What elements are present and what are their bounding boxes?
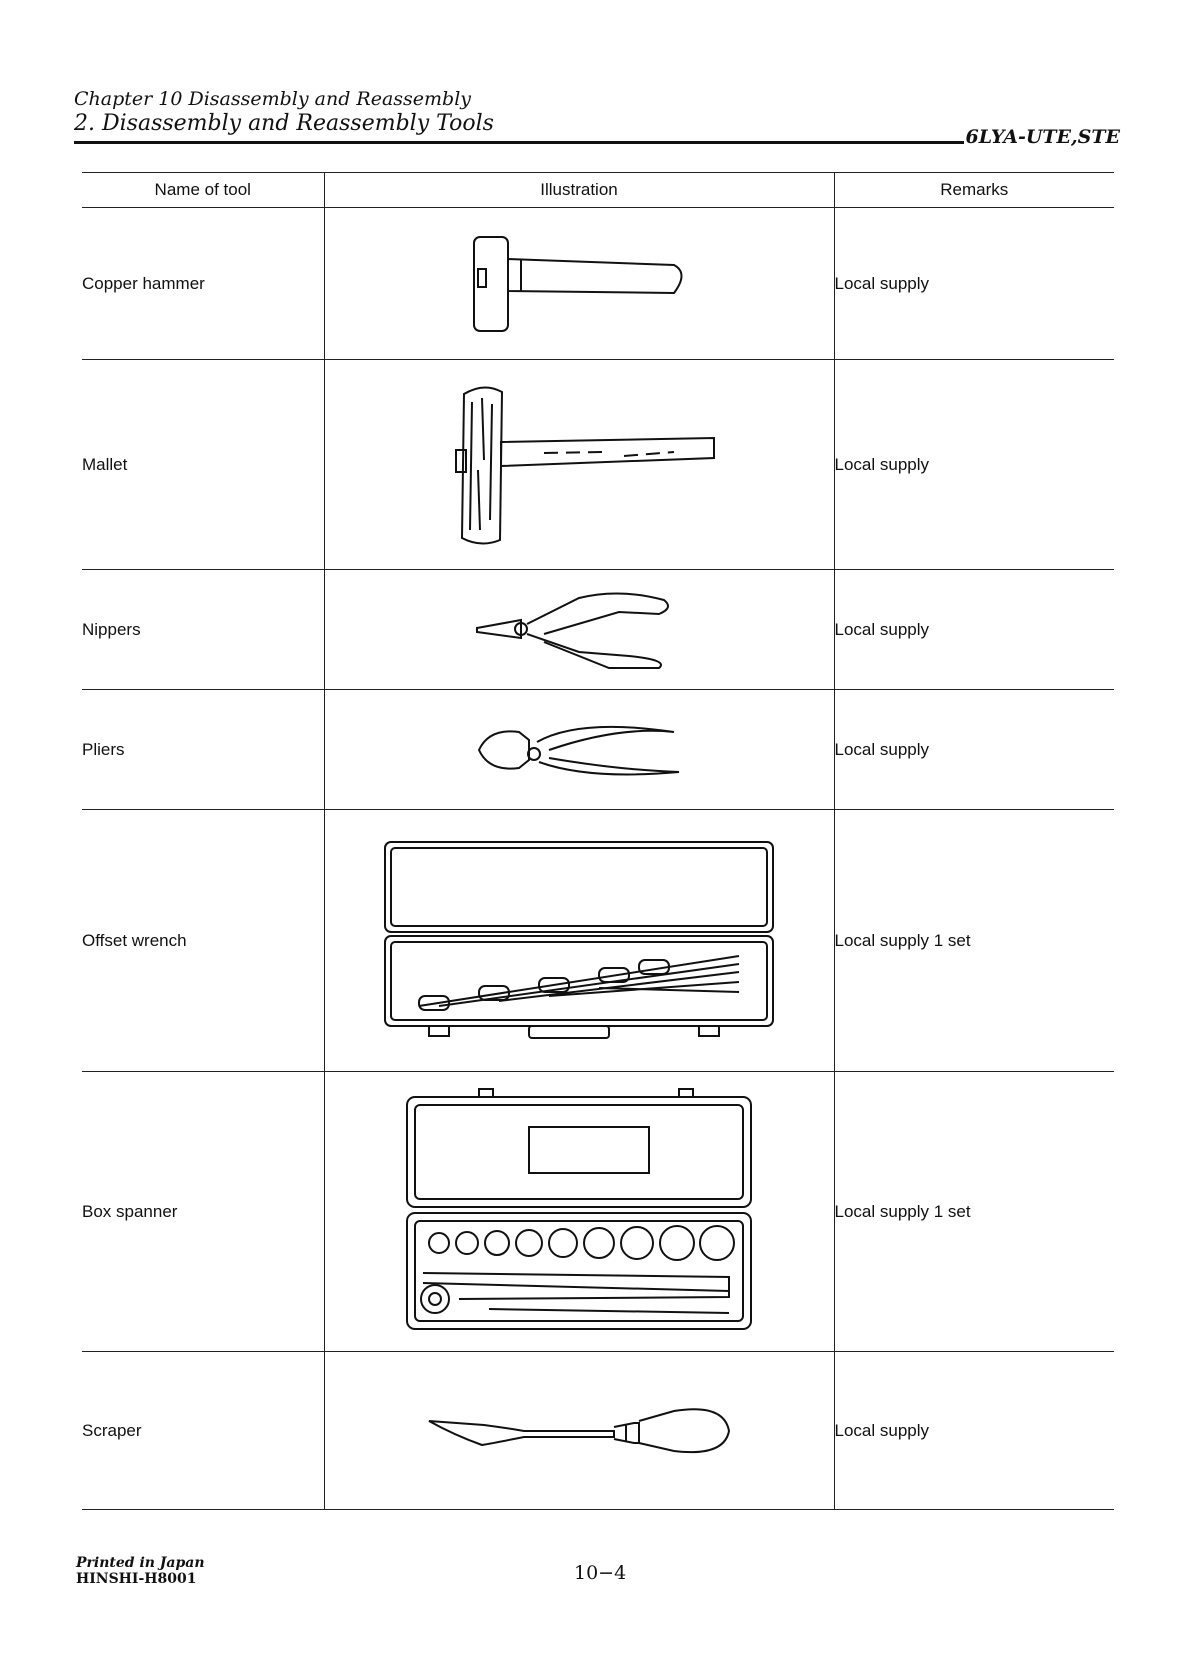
table-row (82, 360, 1114, 570)
mallet-icon (434, 380, 724, 550)
column-header-illustration: Illustration (324, 173, 834, 208)
table-row (82, 570, 1114, 690)
section-title: 2. Disassembly and Reassembly Tools (74, 111, 494, 136)
table-row (82, 690, 1114, 810)
tool-name: Mallet (82, 360, 324, 570)
column-header-name: Name of tool (82, 173, 324, 208)
box-spanner-set-icon (399, 1087, 759, 1337)
tool-name: Pliers (82, 690, 324, 810)
tool-remark: Local supply 1 set (834, 810, 1114, 1072)
tools-table (82, 172, 1114, 1510)
tool-remark: Local supply (834, 1352, 1114, 1510)
scraper-icon (424, 1401, 734, 1461)
column-header-remarks: Remarks (834, 173, 1114, 208)
table-row (82, 208, 1114, 360)
offset-wrench-set-icon (379, 836, 779, 1046)
printed-in-label: Printed in Japan (76, 1555, 205, 1571)
model-label: 6LYA-UTE,STE (965, 126, 1120, 148)
table-row (82, 1352, 1114, 1510)
pliers-icon (469, 710, 689, 790)
tool-name: Nippers (82, 570, 324, 690)
header-rule (74, 141, 964, 144)
tool-remark: Local supply (834, 570, 1114, 690)
table-row (82, 1072, 1114, 1352)
tool-name: Box spanner (82, 1072, 324, 1352)
tool-remark: Local supply (834, 208, 1114, 360)
tool-name: Offset wrench (82, 810, 324, 1072)
footer-imprint (76, 1555, 205, 1587)
copper-hammer-icon (449, 229, 709, 339)
tool-remark: Local supply 1 set (834, 1072, 1114, 1352)
chapter-title: Chapter 10 Disassembly and Reassembly (74, 88, 472, 110)
tool-name: Scraper (82, 1352, 324, 1510)
table-header-row (82, 173, 1114, 208)
document-code: HINSHI-H8001 (76, 1571, 197, 1587)
nippers-icon (469, 590, 689, 670)
tool-name: Copper hammer (82, 208, 324, 360)
tool-remark: Local supply (834, 690, 1114, 810)
page-number: 10−4 (574, 1562, 627, 1584)
table-row (82, 810, 1114, 1072)
page-header (74, 88, 1124, 148)
tool-remark: Local supply (834, 360, 1114, 570)
